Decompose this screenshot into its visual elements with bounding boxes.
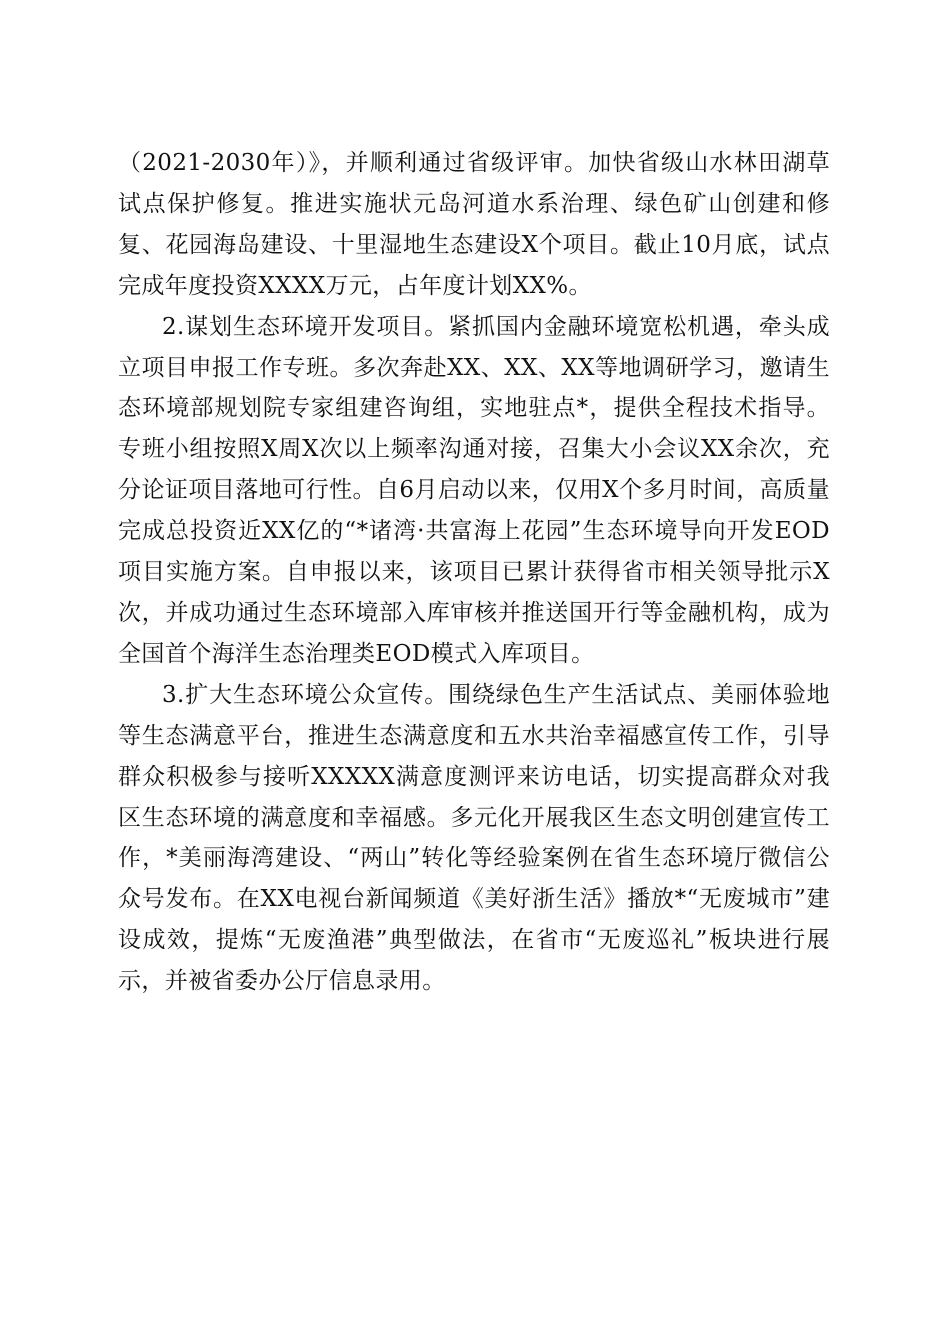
paragraph-item-3: 3.扩大生态环境公众宣传。围绕绿色生产生活试点、美丽体验地等生态满意平台，推进生态满意度和五水共治幸福感宣传工作，引导群众积极参与接听XXXXX满意度测评来访电话，切实提高群众对我区生态环境的满意度和幸福感。多元化开展我区生态文明创建宣传工作，*美丽海湾建设、“两山”转化等经验案例在省生态环境厅微信公众号发布。在XX电视台新闻频道《美好浙生活》播放*“无废城市”建设成效，提炼“无废渔港”典型做法，在省市“无废巡礼”板块进行展示，并被省委办公厅信息录用。 [118,681,830,995]
paragraph-continuation: （2021-2030年）》，并顺利通过省级评审。加快省级山水林田湖草试点保护修复。推进实施状元岛河道水系治理、绿色矿山创建和修复、花园海岛建设、十里湿地生态建设X个项目。截止10月底，试点完成年度投资XXXX万元，占年度计划XX%。 [118,150,830,299]
paragraph-item-2: 2.谋划生态环境开发项目。紧抓国内金融环境宽松机遇，牵头成立项目申报工作专班。多次奔赴XX、XX、XX等地调研学习，邀请生态环境部规划院专家组建咨询组，实地驻点*，提供全程技术指导。专班小组按照X周X次以上频率沟通对接，召集大小会议XX余次，充分论证项目落地可行性。自6月启动以来，仅用X个多月时间，高质量完成总投资近XX亿的“*诸湾·共富海上花园”生态环境导向开发EOD项目实施方案。自申报以来，该项目已累计获得省市相关领导批示X次，并成功通过生态环境部入库审核并推送国开行等金融机构，成为全国首个海洋生态治理类EOD模式入库项目。 [118,313,830,667]
document-body [118,143,830,1002]
